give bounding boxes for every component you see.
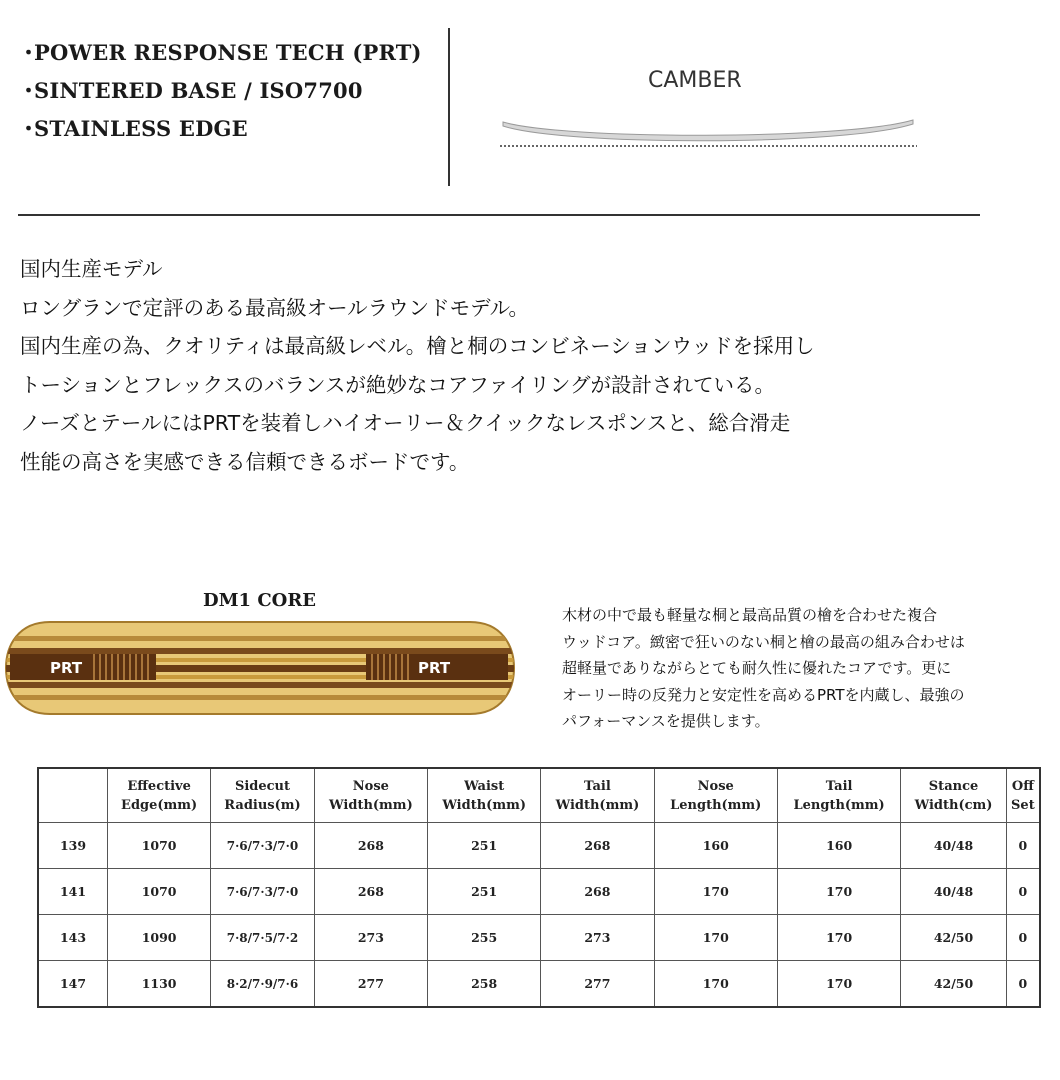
cell-tail-width: 277 — [541, 961, 654, 1008]
cell-tail-width: 268 — [541, 869, 654, 915]
feature-text: SINTERED BASE / ISO7700 — [34, 78, 363, 103]
cell-stance-width: 42/50 — [901, 961, 1006, 1008]
description-line: ノーズとテールにはPRTを装着しハイオーリー＆クイックなレスポンスと、総合滑走 — [20, 411, 791, 435]
cell-nose-length: 160 — [654, 823, 777, 869]
product-description — [20, 250, 1050, 481]
cell-tail-length: 170 — [777, 961, 900, 1008]
cell-nose-length: 170 — [654, 915, 777, 961]
cell-offset: 0 — [1006, 823, 1040, 869]
cell-size: 139 — [38, 823, 108, 869]
cell-nose-length: 170 — [654, 869, 777, 915]
cell-waist-width: 251 — [428, 869, 541, 915]
feature-bullet: ・ — [18, 78, 40, 103]
table-row — [38, 823, 1040, 869]
cell-stance-width: 40/48 — [901, 869, 1006, 915]
table-row — [38, 869, 1040, 915]
header-sidecut-radius: Sidecut Radius(m) — [211, 768, 315, 823]
camber-label: CAMBER — [648, 68, 742, 93]
cell-tail-width: 273 — [541, 915, 654, 961]
table-row — [38, 915, 1040, 961]
cell-nose-width: 273 — [314, 915, 427, 961]
cell-tail-width: 268 — [541, 823, 654, 869]
cell-waist-width: 255 — [428, 915, 541, 961]
core-description-line: 木材の中で最も軽量な桐と最高品質の檜を合わせた複合 — [562, 606, 938, 624]
cell-tail-length: 170 — [777, 915, 900, 961]
cell-offset: 0 — [1006, 915, 1040, 961]
cell-tail-length: 160 — [777, 823, 900, 869]
feature-item — [18, 34, 422, 72]
table-row — [38, 961, 1040, 1008]
description-line: 国内生産モデル — [20, 257, 163, 281]
feature-item — [18, 72, 422, 110]
description-line: ロングランで定評のある最高級オールラウンドモデル。 — [20, 295, 530, 320]
core-description-line: オーリー時の反発力と安定性を高めるPRTを内蔵し、最強の — [562, 685, 965, 704]
cell-offset: 0 — [1006, 869, 1040, 915]
description-line: トーションとフレックスのバランスが絶妙なコアファイリングが設計されている。 — [20, 372, 776, 397]
spec-table — [37, 767, 1041, 1008]
camber-board-shape — [503, 120, 913, 141]
feature-item — [18, 110, 422, 148]
cell-nose-width: 277 — [314, 961, 427, 1008]
feature-text: STAINLESS EDGE — [34, 116, 248, 141]
cell-effective-edge: 1070 — [108, 869, 211, 915]
core-description-line: ウッドコア。緻密で狂いのない桐と檜の最高の組み合わせは — [562, 632, 965, 651]
feature-text: POWER RESPONSE TECH (PRT) — [34, 40, 422, 65]
header-tail-length: Tail Length(mm) — [777, 768, 900, 823]
header-nose-width: Nose Width(mm) — [314, 768, 427, 823]
cell-nose-width: 268 — [314, 869, 427, 915]
vertical-divider — [448, 28, 450, 186]
description-line: 性能の高さを実感できる信頼できるボードです。 — [20, 449, 470, 474]
cell-nose-length: 170 — [654, 961, 777, 1008]
cell-effective-edge: 1070 — [108, 823, 211, 869]
camber-profile-illustration — [495, 110, 920, 152]
core-description-line: 超軽量でありながらとても耐久性に優れたコアです。更に — [562, 659, 952, 677]
cell-sidecut-radius: 7·6/7·3/7·0 — [211, 823, 315, 869]
cell-sidecut-radius: 7·6/7·3/7·0 — [211, 869, 315, 915]
core-board-illustration — [2, 618, 518, 718]
cell-size: 147 — [38, 961, 108, 1008]
header-stance-width: Stance Width(cm) — [901, 768, 1006, 823]
core-description-line: パフォーマンスを提供します。 — [562, 712, 770, 730]
horizontal-divider — [18, 214, 980, 216]
core-title: DM1 CORE — [203, 590, 317, 611]
cell-offset: 0 — [1006, 961, 1040, 1008]
prt-nose-label: PRT — [50, 659, 83, 677]
header-nose-length: Nose Length(mm) — [654, 768, 777, 823]
cell-tail-length: 170 — [777, 869, 900, 915]
cell-sidecut-radius: 8·2/7·9/7·6 — [211, 961, 315, 1008]
feature-list — [18, 34, 422, 148]
core-description — [562, 602, 1052, 735]
cell-size: 143 — [38, 915, 108, 961]
header-tail-width: Tail Width(mm) — [541, 768, 654, 823]
prt-tail-label: PRT — [418, 659, 451, 677]
description-line: 国内生産の為、クオリティは最高級レベル。檜と桐のコンビネーションウッドを採用し — [20, 334, 815, 358]
cell-waist-width: 258 — [428, 961, 541, 1008]
cell-size: 141 — [38, 869, 108, 915]
cell-sidecut-radius: 7·8/7·5/7·2 — [211, 915, 315, 961]
cell-waist-width: 251 — [428, 823, 541, 869]
cell-effective-edge: 1130 — [108, 961, 211, 1008]
header-offset: Off Set — [1006, 768, 1040, 823]
cell-stance-width: 42/50 — [901, 915, 1006, 961]
feature-bullet: ・ — [18, 116, 40, 141]
feature-bullet: ・ — [18, 40, 40, 65]
header-size — [38, 768, 108, 823]
prt-nose-insert — [10, 654, 156, 680]
cell-nose-width: 268 — [314, 823, 427, 869]
prt-tail-insert — [366, 654, 508, 680]
header-effective-edge: Effective Edge(mm) — [108, 768, 211, 823]
cell-effective-edge: 1090 — [108, 915, 211, 961]
header-waist-width: Waist Width(mm) — [428, 768, 541, 823]
cell-stance-width: 40/48 — [901, 823, 1006, 869]
spec-header-row — [38, 768, 1040, 823]
